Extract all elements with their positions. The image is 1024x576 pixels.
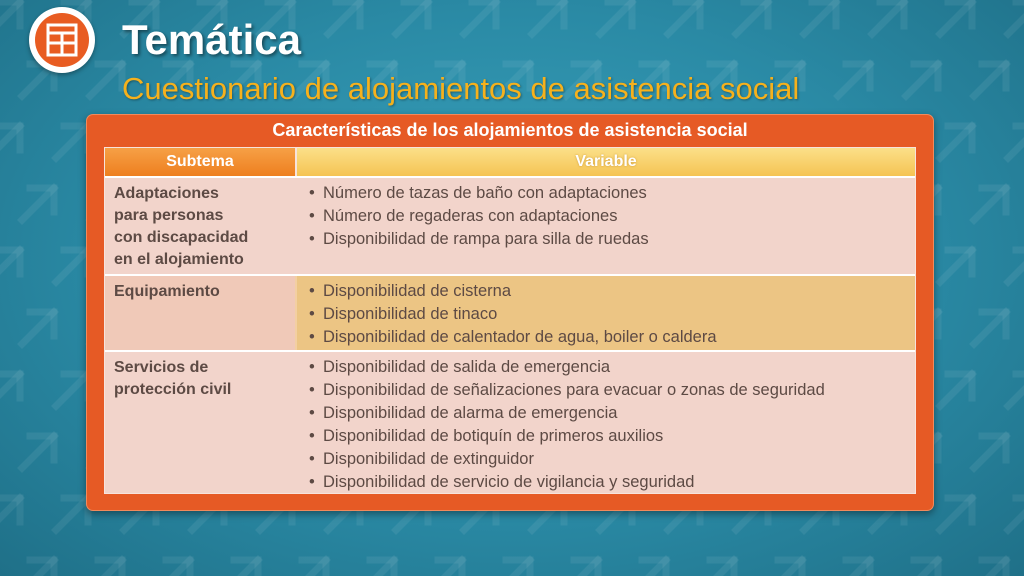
- arrow-up-right-icon: [90, 560, 122, 576]
- arrow-up-right-icon: [940, 126, 972, 158]
- list-item: • Disponibilidad de cisterna: [309, 280, 915, 303]
- table-row: [105, 274, 915, 350]
- arrow-up-right-icon: [56, 374, 88, 406]
- arrow-up-right-icon: [430, 560, 462, 576]
- list-item: • Disponibilidad de calentador de agua, boiler o caldera: [309, 326, 915, 349]
- characteristics-table: [104, 147, 916, 494]
- subtema-line: protección civil: [114, 381, 232, 398]
- variable-list: [309, 182, 915, 251]
- subtema-cell: [105, 352, 295, 493]
- list-item: • Disponibilidad de servicio de vigilancia y seguridad: [309, 471, 915, 494]
- arrow-up-right-icon: [634, 560, 666, 576]
- arrow-up-right-icon: [226, 560, 258, 576]
- subtema-line: con discapacidad: [114, 229, 249, 246]
- arrow-up-right-icon: [1008, 126, 1024, 158]
- subtema-line: Adaptaciones: [114, 185, 219, 202]
- arrow-up-right-icon: [532, 2, 564, 34]
- table-row: [105, 176, 915, 274]
- subtema-line: para personas: [114, 207, 224, 224]
- list-item: • Disponibilidad de alarma de emergencia: [309, 402, 915, 425]
- subtema-cell: [105, 276, 295, 350]
- arrow-up-right-icon: [362, 560, 394, 576]
- arrow-up-right-icon: [974, 64, 1006, 96]
- arrow-up-right-icon: [804, 2, 836, 34]
- arrow-up-right-icon: [22, 560, 54, 576]
- variable-list: [309, 356, 915, 494]
- arrow-up-right-icon: [22, 436, 54, 468]
- arrow-up-right-icon: [0, 126, 20, 158]
- window-grid-icon: [46, 23, 78, 57]
- table-row: [105, 350, 915, 493]
- subtema-line: Servicios de: [114, 359, 209, 376]
- arrow-up-right-icon: [90, 64, 122, 96]
- list-item: • Disponibilidad de rampa para silla de ruedas: [309, 228, 915, 251]
- arrow-up-right-icon: [0, 374, 20, 406]
- arrow-up-right-icon: [600, 2, 632, 34]
- variable-cell: [297, 276, 915, 350]
- arrow-up-right-icon: [56, 498, 88, 530]
- content-panel: [86, 114, 934, 511]
- arrow-up-right-icon: [328, 2, 360, 34]
- arrow-up-right-icon: [838, 64, 870, 96]
- arrow-up-right-icon: [1008, 2, 1024, 34]
- variable-cell: [297, 352, 915, 493]
- arrow-up-right-icon: [906, 560, 938, 576]
- arrow-up-right-icon: [0, 498, 20, 530]
- list-item: • Disponibilidad de señalizaciones para evacuar o zonas de seguridad: [309, 379, 915, 402]
- arrow-up-right-icon: [56, 126, 88, 158]
- arrow-up-right-icon: [906, 64, 938, 96]
- arrow-up-right-icon: [838, 560, 870, 576]
- arrow-up-right-icon: [566, 560, 598, 576]
- subtema-line: Equipamiento: [114, 283, 220, 300]
- arrow-up-right-icon: [396, 2, 428, 34]
- list-item: • Número de regaderas con adaptaciones: [309, 205, 915, 228]
- arrow-up-right-icon: [974, 188, 1006, 220]
- variable-list: [309, 280, 915, 349]
- arrow-up-right-icon: [940, 374, 972, 406]
- logo: [29, 7, 95, 73]
- arrow-up-right-icon: [1008, 250, 1024, 282]
- arrow-up-right-icon: [1008, 498, 1024, 530]
- subtema-cell: [105, 178, 295, 274]
- arrow-up-right-icon: [872, 2, 904, 34]
- arrow-up-right-icon: [464, 2, 496, 34]
- page-subtitle: Cuestionario de alojamientos de asistencia social: [122, 71, 800, 106]
- arrow-up-right-icon: [0, 2, 20, 34]
- list-item: • Número de tazas de baño con adaptaciones: [309, 182, 915, 205]
- arrow-up-right-icon: [158, 560, 190, 576]
- column-header-subtema: Subtema: [105, 148, 297, 176]
- variable-cell: [297, 178, 915, 274]
- arrow-up-right-icon: [736, 2, 768, 34]
- arrow-up-right-icon: [22, 188, 54, 220]
- arrow-up-right-icon: [974, 436, 1006, 468]
- arrow-up-right-icon: [22, 312, 54, 344]
- column-header-variable: Variable: [297, 148, 915, 176]
- page-title: Temática: [122, 16, 301, 63]
- arrow-up-right-icon: [940, 498, 972, 530]
- arrow-up-right-icon: [940, 250, 972, 282]
- arrow-up-right-icon: [294, 560, 326, 576]
- arrow-up-right-icon: [1008, 374, 1024, 406]
- arrow-up-right-icon: [940, 2, 972, 34]
- subtema-line: en el alojamiento: [114, 251, 244, 268]
- list-item: • Disponibilidad de tinaco: [309, 303, 915, 326]
- panel-title: Características de los alojamientos de asistencia social: [272, 120, 748, 140]
- arrow-up-right-icon: [974, 560, 1006, 576]
- list-item: • Disponibilidad de extinguidor: [309, 448, 915, 471]
- arrow-up-right-icon: [498, 560, 530, 576]
- arrow-up-right-icon: [770, 560, 802, 576]
- arrow-up-right-icon: [702, 560, 734, 576]
- arrow-up-right-icon: [668, 2, 700, 34]
- list-item: • Disponibilidad de salida de emergencia: [309, 356, 915, 379]
- list-item: • Disponibilidad de botiquín de primeros auxilios: [309, 425, 915, 448]
- arrow-up-right-icon: [56, 250, 88, 282]
- arrow-up-right-icon: [0, 250, 20, 282]
- arrow-up-right-icon: [974, 312, 1006, 344]
